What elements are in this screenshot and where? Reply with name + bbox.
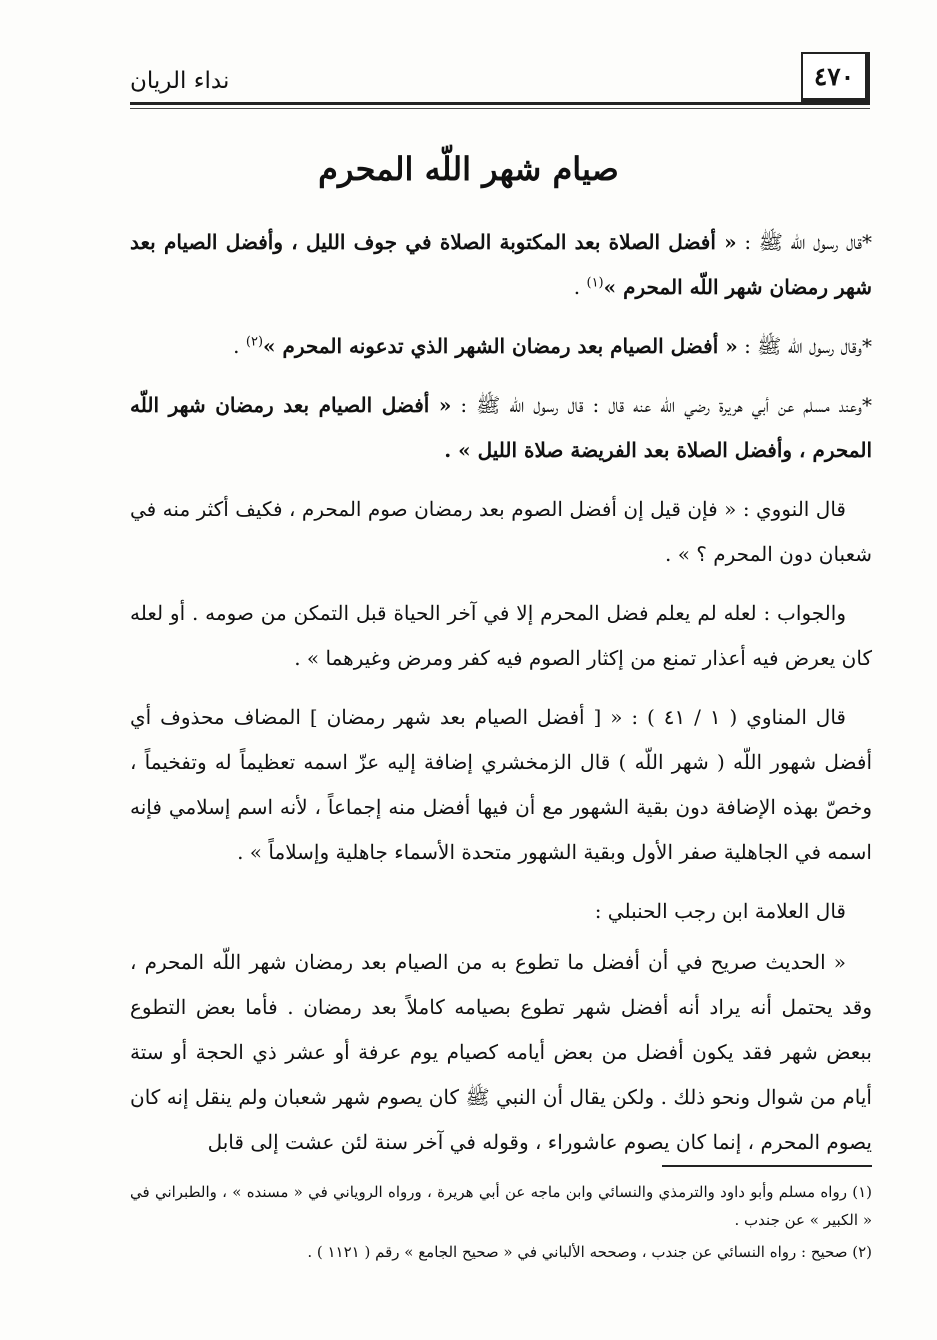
paragraph-munawi: قال المناوي ( ١ / ٤١ ) : « [ أفضل الصيام بعد شهر رمضان ] المضاف محذوف أي أفضل شهور اللّه ( شهر اللّه ) قال الزمخشري إضافة إليه عزّ اسمه تعظيماً له وتفخيماً ، وخصّ بهذه الإضافة دون بقية الشهور مع أن فيها أفضل منه إجماعاً ، لأنه اسم إسلامي فإنه اسمه في الجاهلية صفر الأول وبقية الشهور متحدة الأسماء جاهلية وإسلاماً » . <box>130 705 872 864</box>
footnotes <box>130 1178 872 1270</box>
hadith-2-lead: *وقال رسول اللّه ﷺ : <box>737 334 872 358</box>
page-header <box>130 50 870 105</box>
body-text <box>130 220 872 1179</box>
book-title: نداء الريان <box>130 68 230 94</box>
hadith-2-quote: « أفضل الصيام بعد رمضان الشهر الذي تدعونه المحرم » <box>263 334 738 358</box>
paragraph-hadith-3 <box>130 383 872 473</box>
footnote-2: (٢) صحيح : رواه النسائي عن جندب ، وصححه الألباني في « صحيح الجامع » رقم ( ١١٢١ ) . <box>307 1243 872 1261</box>
hadith-1-end: . <box>573 275 587 299</box>
paragraph-answer: والجواب : لعله لم يعلم فضل المحرم إلا في آخر الحياة قبل التمكن من صومه . أو لعله كان يعرض فيه أعذار تمنع من إكثار الصوم فيه كفر ومرض وغيرهما » . <box>130 601 872 670</box>
chapter-title: صيام شهر اللّه المحرم <box>318 150 619 188</box>
hadith-3-lead: *وعند مسلم عن أبي هريرة رضي اللّه عنه قال : قال رسول اللّه ﷺ : <box>451 393 872 417</box>
header-divider <box>130 108 870 109</box>
page-number: ٤٧٠ <box>801 52 870 103</box>
paragraph-hadith-2 <box>130 324 872 369</box>
footnote-1: (١) رواه مسلم وأبو داود والترمذي والنسائي وابن ماجه عن أبي هريرة ، ورواه الروياني في « مسنده » ، والطبراني في « الكبير » عن جندب . <box>130 1183 872 1229</box>
paragraph-nawawi: قال النووي : « فإن قيل إن أفضل الصوم بعد رمضان صوم المحرم ، فكيف أكثر منه في شعبان دون المحرم ؟ » . <box>130 497 872 566</box>
footnote-ref-2: (٢) <box>245 334 264 350</box>
footnote-ref-1: (١) <box>586 275 604 291</box>
paragraph-ibn-rajab-quote: « الحديث صريح في أن أفضل ما تطوع به من الصيام بعد رمضان شهر اللّه المحرم ، وقد يحتمل أنه يراد أنه أفضل شهر تطوع بصيامه كاملاً بعد رمضان . فأما بعض التطوع ببعض شهر فقد يكون أفضل من بعض أيامه كصيام يوم عرفة أو عشر ذي الحجة أو ستة أيام من شوال ونحو ذلك . ولكن يقال أن النبي ﷺ كان يصوم شهر شعبان ولم ينقل إنه كان يصوم المحرم ، إنما كان يصوم عاشوراء ، وقوله في آخر سنة لئن عشت إلى قابل <box>130 950 873 1154</box>
hadith-3-quote: « أفضل الصيام بعد رمضان شهر اللّه المحرم ، وأفضل الصلاة بعد الفريضة صلاة الليل » . <box>130 393 872 462</box>
paragraph-ibn-rajab-intro: قال العلامة ابن رجب الحنبلي : <box>594 899 846 923</box>
hadith-1-lead: *قال رسول اللّه ﷺ : <box>736 230 872 254</box>
hadith-2-end: . <box>233 334 246 358</box>
hadith-1-quote: « أفضل الصلاة بعد المكتوبة الصلاة في جوف الليل ، وأفضل الصيام بعد شهر رمضان شهر اللّه المحرم » <box>130 230 872 299</box>
paragraph-hadith-1 <box>130 220 872 310</box>
footnote-divider <box>662 1165 872 1167</box>
